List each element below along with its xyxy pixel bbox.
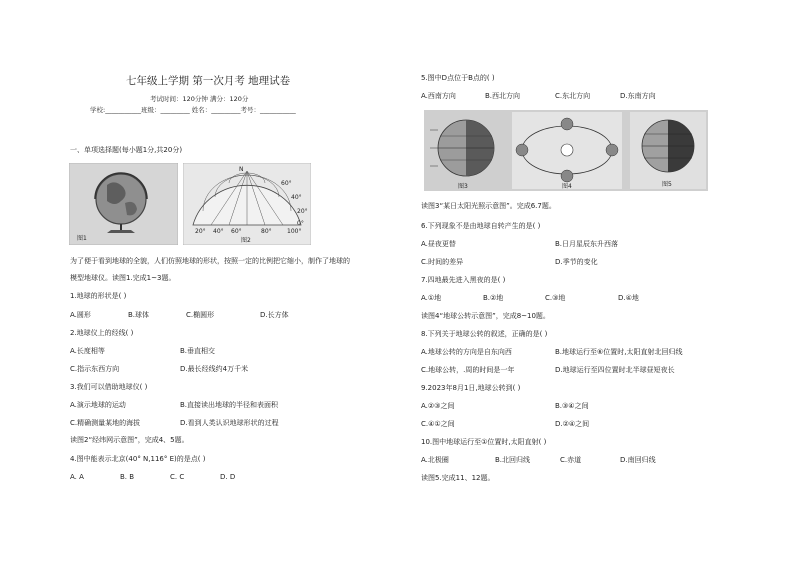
graticule-label: 60°: [231, 228, 242, 235]
read-fig3: 读图3“某日太阳光照示意图”。完成6.7题。: [421, 202, 556, 210]
read-fig5: 读图5.完成11、12题。: [421, 474, 495, 482]
q1-option-b[interactable]: B.球体: [128, 311, 150, 319]
q6-option-c[interactable]: C.时间的差异: [421, 258, 464, 266]
q8-stem: 8.下列关于地球公转的叙述，正确的是( ): [421, 330, 548, 338]
figures-3-4-5: [424, 110, 708, 191]
student-info-line: 学校:___________班级：_________ 姓名：_________考号：___________: [90, 106, 296, 114]
q2-option-c[interactable]: C.指示东西方向: [70, 365, 120, 373]
q1-option-d[interactable]: D.长方体: [260, 311, 289, 319]
read-fig2: 读图2“经纬网示意图”，完成4、5题。: [70, 436, 189, 444]
q8-option-a[interactable]: A.地球公转的方向是自东向西: [421, 348, 512, 356]
q3-option-b[interactable]: B.直接读出地球的半径和表面积: [180, 401, 279, 409]
q7-stem: 7.四地最先进入黑夜的是( ): [421, 276, 506, 284]
q7-option-c[interactable]: C.③地: [545, 294, 566, 302]
figure-4-label: 图4: [562, 183, 572, 190]
q8-option-d[interactable]: D.地球运行至四位置时北半球昼短夜长: [555, 366, 675, 374]
graticule-label: 20°: [195, 228, 206, 235]
q9-option-d[interactable]: D.②④之间: [555, 420, 590, 428]
q5-option-d[interactable]: D.东南方向: [620, 92, 656, 100]
q1-option-c[interactable]: C.椭圆形: [186, 311, 215, 319]
q2-option-a[interactable]: A.长度相等: [70, 347, 105, 355]
q1-stem: 1.地球的形状是( ): [70, 292, 127, 300]
q4-option-a[interactable]: A. A: [70, 473, 84, 481]
q2-option-d[interactable]: D.最长经线约4万千米: [180, 365, 249, 373]
q2-stem: 2.地球仪上的经线( ): [70, 329, 134, 337]
figure-2-graticule: [183, 163, 311, 245]
q6-option-d[interactable]: D.季节的变化: [555, 258, 598, 266]
figure-5-earth: [630, 112, 706, 189]
exam-info: 考试时间：120分钟 满分：120分: [150, 95, 249, 103]
q9-option-a[interactable]: A.②③之间: [421, 402, 455, 410]
graticule-label: 20°: [297, 208, 308, 215]
q4-option-b[interactable]: B. B: [120, 473, 135, 481]
figure-3-label: 图3: [458, 183, 468, 190]
q3-option-a[interactable]: A.演示地球的运动: [70, 401, 126, 409]
q5-option-a[interactable]: A.西南方向: [421, 92, 456, 100]
q5-stem: 5.图中D点位于B点的( ): [421, 74, 495, 82]
q1-option-a[interactable]: A.圆形: [70, 311, 91, 319]
graticule-label: 40°: [213, 228, 224, 235]
q4-stem: 4.图中能表示北京(40° N,116° E)的是点( ): [70, 455, 206, 463]
q10-option-b[interactable]: B.北回归线: [495, 456, 531, 464]
q3-option-c[interactable]: C.精确测量某地的海拔: [70, 419, 141, 427]
graticule-label: 40°: [291, 194, 302, 201]
figure-5-label: 图5: [662, 181, 672, 188]
q10-option-d[interactable]: D.南回归线: [620, 456, 656, 464]
q3-stem: 3.我们可以借助地球仪( ): [70, 383, 148, 391]
graticule-label: 60°: [281, 180, 292, 187]
graticule-label: 0°: [297, 220, 304, 227]
q9-stem: 9.2023年8月1日,地球公转到( ): [421, 384, 521, 392]
q6-option-a[interactable]: A.昼夜更替: [421, 240, 456, 248]
figure-4-revolution: [512, 112, 622, 190]
q6-stem: 6.下列现象不是由地球自转产生的是( ): [421, 222, 541, 230]
q4-option-d[interactable]: D. D: [220, 473, 236, 481]
q6-option-b[interactable]: B.日月星辰东升西落: [555, 240, 619, 248]
q5-option-b[interactable]: B.西北方向: [485, 92, 521, 100]
q10-stem: 10.图中地球运行至①位置时,太阳直射( ): [421, 438, 547, 446]
q7-option-b[interactable]: B.②地: [483, 294, 504, 302]
section-heading: 一、单项选择题(每小题1分,共20分): [70, 146, 183, 154]
graticule-label: N: [239, 166, 244, 173]
page-title: 七年级上学期 第一次月考 地理试卷: [126, 75, 291, 87]
q8-option-b[interactable]: B.地球运行至⑥位置时,太阳直射北回归线: [555, 348, 683, 356]
read-fig4: 读图4“地球公转示意图”，完成8~10题。: [421, 312, 550, 320]
q5-option-c[interactable]: C.东北方向: [555, 92, 591, 100]
q2-option-b[interactable]: B.垂直相交: [180, 347, 216, 355]
q8-option-c[interactable]: C.地球公转，.周的时间是一年: [421, 366, 515, 374]
q10-option-c[interactable]: C.赤道: [560, 456, 582, 464]
q3-option-d[interactable]: D.看到人类认识地球形状的过程: [180, 419, 279, 427]
q10-option-a[interactable]: A.北极圈: [421, 456, 449, 464]
intro-line-2: 模型地球仪。读图1.完成1~3题。: [70, 274, 176, 282]
graticule-label: 100°: [287, 228, 302, 235]
q7-option-d[interactable]: D.④地: [618, 294, 639, 302]
figure-2-label: 图2: [241, 237, 251, 244]
intro-line-1: 为了便于看到地球的全貌，人们仿照地球的形状，按照一定的比例把它缩小，制作了地球的: [70, 257, 350, 265]
q9-option-c[interactable]: C.④①之间: [421, 420, 455, 428]
q9-option-b[interactable]: B.③④之间: [555, 402, 589, 410]
graticule-label: 80°: [261, 228, 272, 235]
q4-option-c[interactable]: C. C: [170, 473, 185, 481]
figure-1-globe: [69, 163, 178, 245]
figure-1-label: 图1: [77, 235, 87, 242]
q7-option-a[interactable]: A.①地: [421, 294, 442, 302]
